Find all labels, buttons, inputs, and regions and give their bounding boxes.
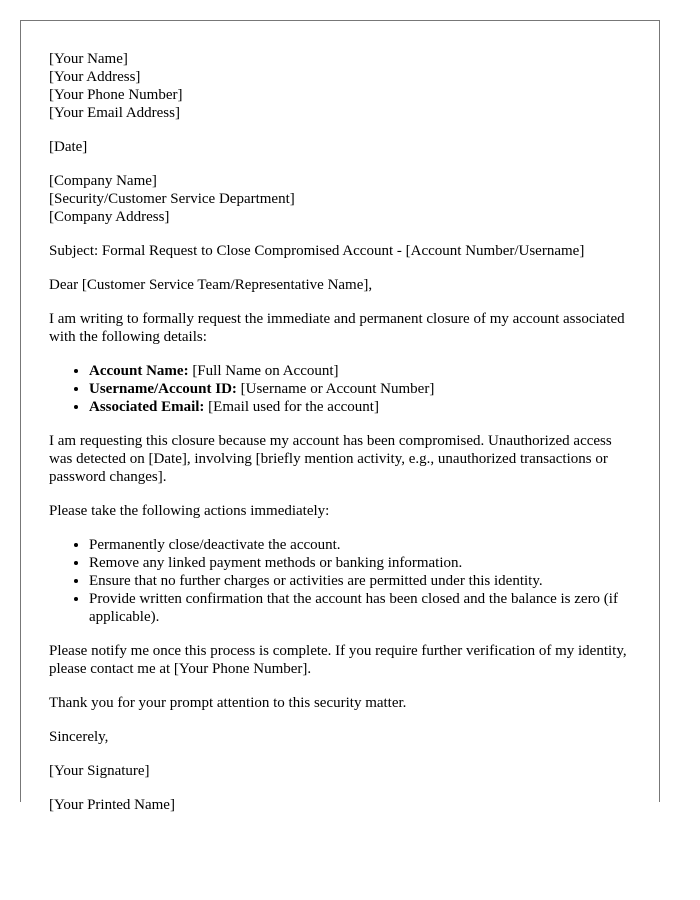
actions-intro: Please take the following actions immediately: (49, 503, 330, 519)
detail-label: Username/Account ID: (89, 381, 237, 397)
action-item: • Remove any linked payment methods or banking information. (89, 554, 631, 572)
letter-page (20, 20, 660, 813)
detail-associated-email (89, 398, 631, 416)
thanks-paragraph: Thank you for your prompt attention to this security matter. (49, 695, 407, 711)
detail-username (89, 380, 631, 398)
actions-list (49, 536, 631, 626)
sender-phone: [Your Phone Number] (49, 87, 183, 103)
sender-name: [Your Name] (49, 51, 128, 67)
action-item: • Provide written confirmation that the account has been closed and the balance is zero (if applicable). (89, 590, 631, 626)
action-item: • Permanently close/deactivate the account. (89, 536, 631, 554)
intro-paragraph: I am writing to formally request the immediate and permanent closure of my account associated with the following details: (49, 311, 625, 345)
detail-label: Associated Email: (89, 399, 205, 415)
letter-date: [Date] (49, 139, 88, 155)
recipient-company: [Company Name] (49, 173, 157, 189)
sender-email: [Your Email Address] (49, 105, 180, 121)
reason-paragraph: I am requesting this closure because my account has been compromised. Unauthorized access was detected on [Date], involving [briefly mention activity, e.g., unauthorized transactions or password changes]. (49, 433, 612, 485)
recipient-block (49, 172, 631, 226)
notify-paragraph: Please notify me once this process is complete. If you require further verification of my identity, please contact me at [Your Phone Number]. (49, 643, 627, 677)
signature: [Your Signature] (49, 763, 150, 779)
printed-name: [Your Printed Name] (49, 797, 175, 813)
detail-value: [Full Name on Account] (188, 363, 339, 379)
detail-label: Account Name: (89, 363, 189, 379)
salutation: Dear [Customer Service Team/Representative Name], (49, 277, 373, 293)
detail-value: [Email used for the account] (204, 399, 379, 415)
sender-address: [Your Address] (49, 69, 141, 85)
closing: Sincerely, (49, 729, 109, 745)
recipient-address: [Company Address] (49, 209, 170, 225)
detail-account-name (89, 362, 631, 380)
detail-value: [Username or Account Number] (236, 381, 435, 397)
sender-block (49, 50, 631, 122)
recipient-department: [Security/Customer Service Department] (49, 191, 295, 207)
action-item: • Ensure that no further charges or activities are permitted under this identity. (89, 572, 631, 590)
account-details-list (49, 362, 631, 416)
subject-line: Subject: Formal Request to Close Compromised Account - [Account Number/Username] (49, 243, 585, 259)
